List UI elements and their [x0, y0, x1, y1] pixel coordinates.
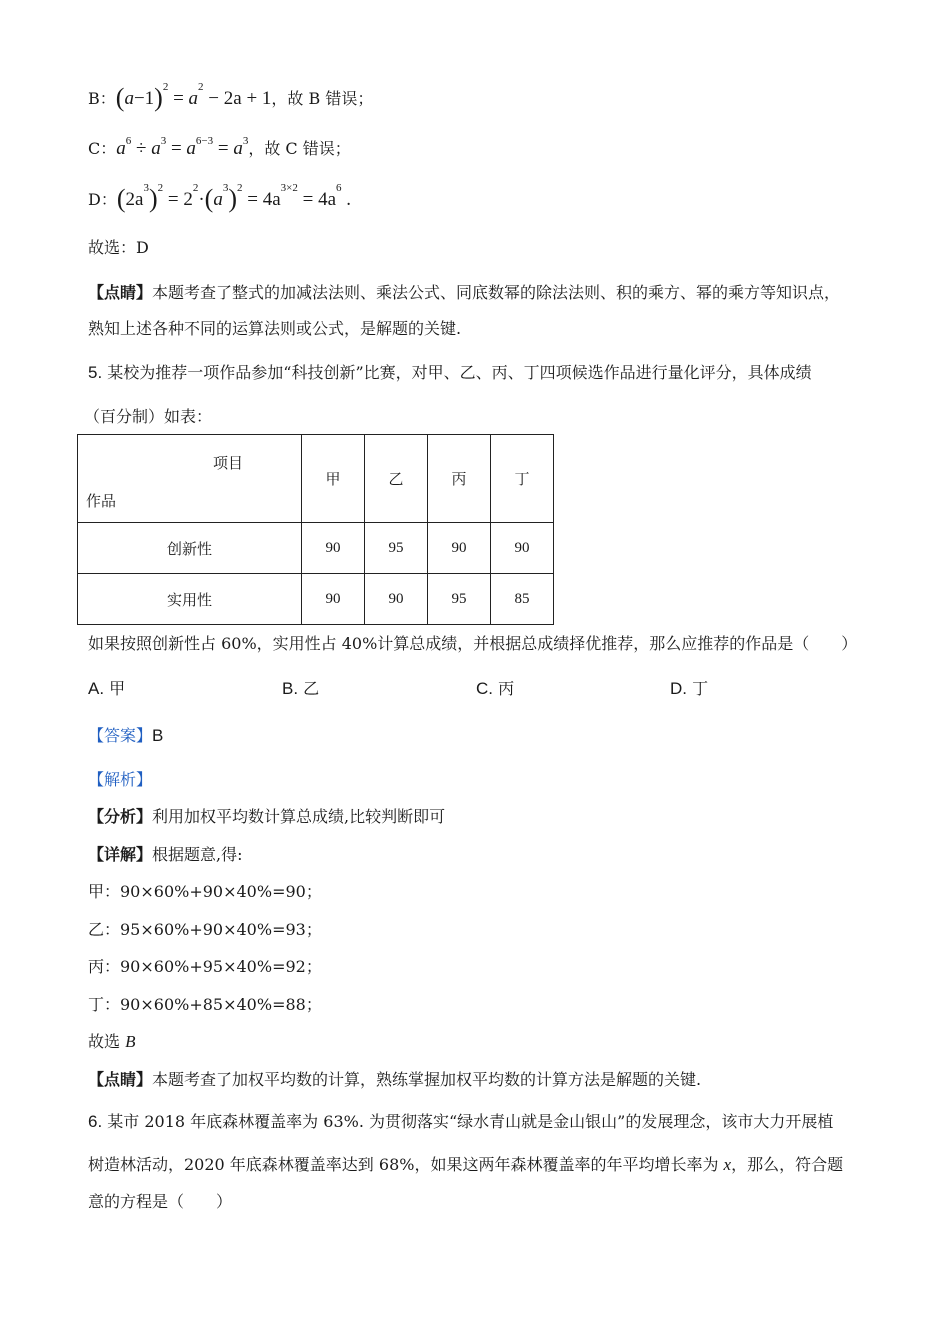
math-exp: 3	[160, 135, 167, 147]
q6-stem-line3: 意的方程是（ ）	[88, 1192, 233, 1211]
q5-stem-text: 某校为推荐一项作品参加“科技创新”比赛，对甲、乙、丙、丁四项候选作品进行量化评分，具体成绩	[107, 363, 812, 382]
prev-dianjing-line1	[88, 281, 840, 305]
option-letter: D.	[670, 679, 687, 698]
label-c: C：	[88, 139, 117, 158]
math-exp: 6−3	[195, 135, 214, 147]
math-term: 2a	[125, 189, 144, 210]
math-var: a	[213, 189, 223, 210]
math-exp: 3×2	[280, 182, 298, 194]
math-var: a	[151, 138, 161, 159]
col-header: 乙	[365, 435, 428, 523]
math-paren: (	[115, 83, 125, 112]
fenxi-text: 利用加权平均数计算总成绩,比较判断即可	[152, 807, 446, 826]
table-cell: 85	[491, 574, 554, 625]
math-exp: 3	[143, 182, 149, 194]
calc-line: 丁：90×60%+85×40%=88；	[88, 995, 322, 1014]
label-b: B：	[88, 89, 116, 108]
q5-number: 5.	[88, 363, 103, 382]
math-exp: 3	[242, 135, 249, 147]
xiangjie-line	[88, 843, 243, 867]
table-cell: 90	[302, 574, 365, 625]
math-var: a	[186, 138, 196, 159]
col-header: 丁	[491, 435, 554, 523]
math-paren: (	[204, 184, 214, 213]
option-b	[282, 676, 319, 699]
answer-tag: 【答案】	[88, 726, 153, 745]
math-exp: 6	[125, 135, 132, 147]
answer-value: B	[152, 726, 164, 745]
fenxi-tag: 【分析】	[88, 807, 153, 826]
option-a	[88, 676, 125, 699]
table-header-row	[78, 435, 554, 523]
conclusion-b: ，故 B 错误；	[271, 89, 374, 108]
math-eq: =	[213, 138, 234, 159]
option-letter: A.	[88, 679, 105, 698]
table-cell: 90	[428, 523, 491, 574]
label-d: D：	[88, 190, 117, 209]
table-corner-cell	[78, 435, 302, 523]
table-cell: 95	[428, 574, 491, 625]
math-term: = 2	[163, 189, 193, 210]
math-exp: 2	[192, 182, 199, 194]
math-term: = 4a	[297, 189, 337, 210]
math-term: − 2a + 1	[203, 88, 272, 109]
xiangjie-tag: 【详解】	[88, 845, 153, 864]
prev-dianjing-line2: 熟知上述各种不同的运算法则或公式，是解题的关键.	[88, 319, 462, 338]
math-paren: (	[116, 184, 126, 213]
math-var: a	[233, 138, 243, 159]
table-cell: 90	[365, 574, 428, 625]
math-exp: 2	[237, 182, 243, 194]
math-paren: )	[228, 184, 238, 213]
q5-choice	[88, 1030, 135, 1054]
choice-prefix: 故选	[88, 1032, 126, 1051]
math-var: a	[116, 138, 126, 159]
option-letter: C.	[476, 679, 493, 698]
math-exp: 2	[157, 182, 164, 194]
dianjing-text: 本题考查了整式的加减法法则、乘法公式、同底数幂的除法法则、积的乘方、幂的乘方等知识点，	[152, 283, 841, 302]
q6-stem-text: ，那么，符合题	[731, 1155, 844, 1174]
option-text: 丙	[498, 679, 515, 698]
q6-stem-line2	[88, 1153, 843, 1177]
math-term: −1	[133, 88, 155, 109]
q5-question: 如果按照创新性占 60%，实用性占 40%计算总成绩，并根据总成绩择优推荐，那么应推荐的作品是（ ）	[88, 634, 858, 653]
q6-stem-text: 某市 2018 年底森林覆盖率为 63%. 为贯彻落实“绿水青山就是金山银山”的发展理念，该市大力开展植	[107, 1112, 834, 1131]
q5-stem-line1	[88, 361, 812, 385]
analysis-tag: 【解析】	[88, 770, 153, 789]
score-table	[77, 434, 554, 625]
table-cell: 90	[302, 523, 365, 574]
col-header: 丙	[428, 435, 491, 523]
q6-stem-line1	[88, 1110, 833, 1134]
corner-top-label: 项目	[212, 453, 243, 472]
option-text: 乙	[303, 679, 320, 698]
math-var: a	[124, 88, 134, 109]
prev-choice: 故选：D	[88, 238, 149, 257]
math-paren: )	[148, 184, 158, 213]
dianjing-tag: 【点睛】	[88, 1070, 153, 1089]
calc-line: 丙：90×60%+95×40%=92；	[88, 957, 322, 976]
choice-var: B	[125, 1032, 136, 1051]
math-paren: )	[154, 83, 163, 112]
math-end: .	[341, 189, 352, 210]
calc-line: 乙：95×60%+90×40%=93；	[88, 920, 322, 939]
option-text: 丁	[692, 679, 709, 698]
math-op: ÷	[131, 138, 152, 159]
math-exp: 3	[222, 182, 229, 194]
table-cell: 95	[365, 523, 428, 574]
row-label: 实用性	[78, 574, 302, 625]
option-text: 甲	[109, 679, 126, 698]
solution-d-line	[88, 182, 352, 213]
dianjing-tag: 【点睛】	[88, 283, 153, 302]
table-row	[78, 574, 554, 625]
solution-c-line	[88, 137, 351, 161]
row-label: 创新性	[78, 523, 302, 574]
q5-stem-line2: （百分制）如表：	[84, 407, 213, 426]
table-cell: 90	[491, 523, 554, 574]
option-letter: B.	[282, 679, 299, 698]
q6-var: x	[723, 1155, 732, 1174]
col-header: 甲	[302, 435, 365, 523]
option-d	[670, 676, 708, 699]
q6-stem-text: 树造林活动，2020 年底森林覆盖率达到 68%，如果这两年森林覆盖率的年平均增长率为	[88, 1155, 724, 1174]
math-op: ·	[198, 189, 205, 210]
fenxi-line	[88, 805, 445, 829]
dianjing-text: 本题考查了加权平均数的计算，熟练掌握加权平均数的计算方法是解题的关键.	[152, 1070, 702, 1089]
math-eq: =	[168, 88, 189, 109]
corner-bottom-label: 作品	[86, 491, 117, 510]
math-var: a	[188, 88, 199, 109]
q6-number: 6.	[88, 1112, 103, 1131]
conclusion-c: ，故 C 错误；	[248, 139, 351, 158]
math-exp: 6	[336, 182, 342, 194]
math-term: = 4a	[242, 189, 281, 210]
math-exp: 2	[198, 81, 204, 93]
q5-dianjing	[88, 1068, 701, 1092]
solution-b-line	[88, 81, 374, 112]
xiangjie-text: 根据题意,得:	[152, 845, 243, 864]
math-exp: 2	[162, 81, 169, 93]
table-row	[78, 523, 554, 574]
calc-line: 甲：90×60%+90×40%=90；	[88, 882, 322, 901]
answer-line	[88, 724, 163, 748]
math-eq: =	[166, 138, 187, 159]
option-c	[476, 676, 514, 699]
